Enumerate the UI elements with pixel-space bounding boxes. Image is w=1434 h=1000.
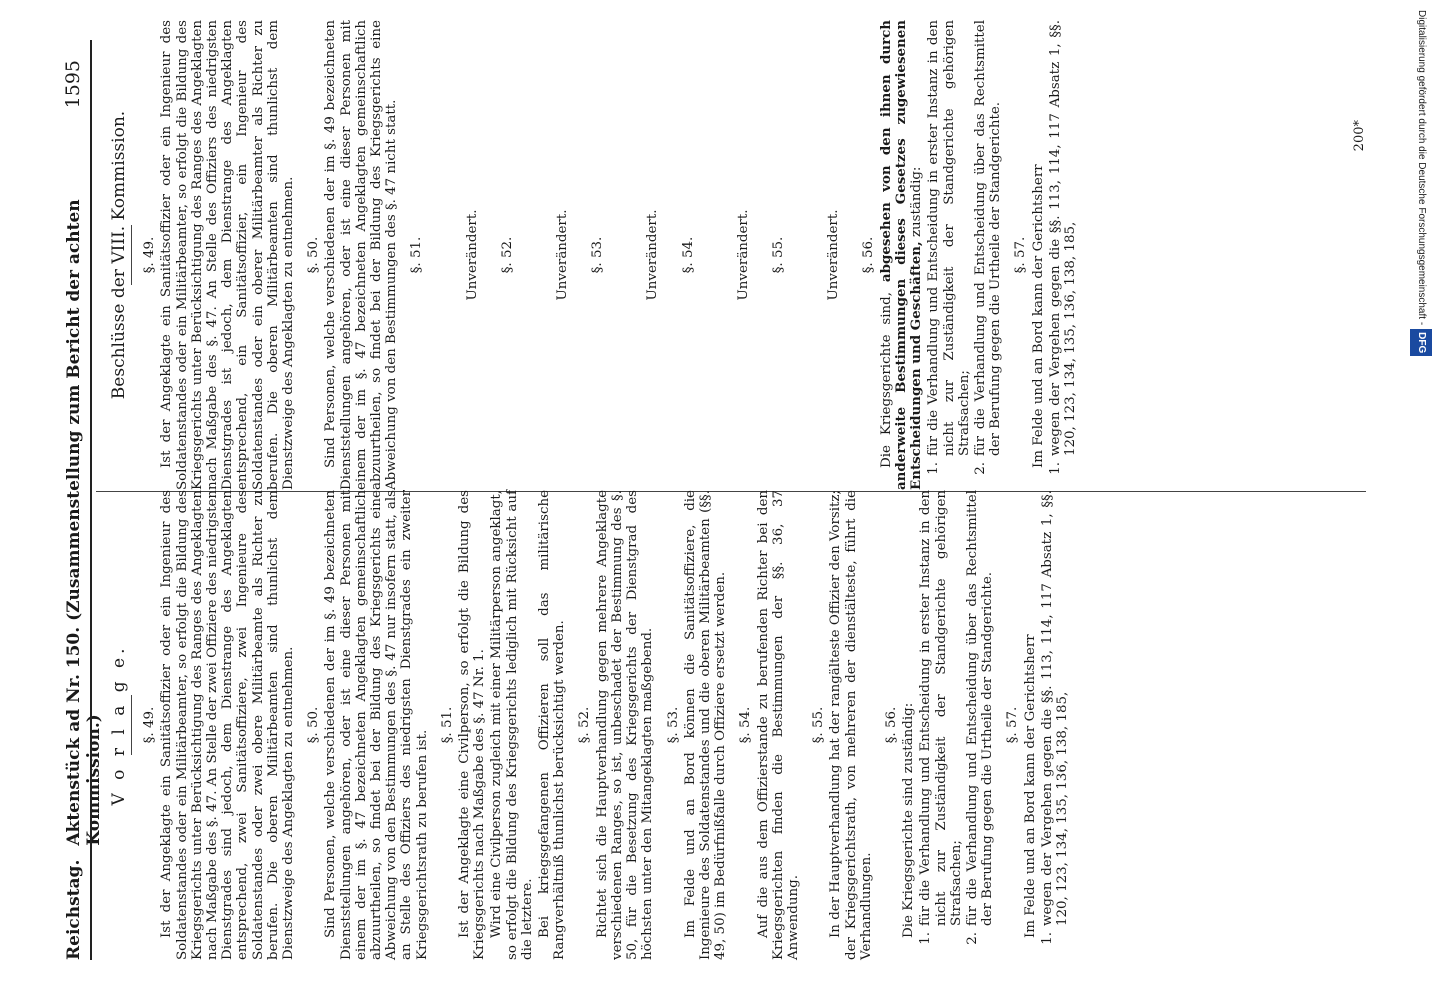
section-title: §. 50. [306,236,322,274]
page-number: 1595 [62,60,84,109]
section-title: §. 52. [499,236,515,274]
column-heading-beschluesse: Beschlüsse der VIII. Kommission. [109,110,129,400]
unchanged-note: Unverändert. [826,209,842,301]
section-text: Im Felde und an Bord kann der Gerichtsherr [1030,164,1046,468]
section-title: §. 54. [680,236,696,274]
unchanged-note: Unverändert. [464,209,480,301]
section-title: §. 54. [738,706,754,744]
section-title: §. 57. [1013,236,1029,274]
list-item: 1. wegen der Vergehen gegen die §§. 113, 114, 117 Absatz 1, §§. 120, 123, 134, 135, 136, 138, 185, [1047,20,1078,475]
section-text: Ist der Angeklagte eine Civilperson, so erfolgt die Bildung des Kriegsgerichts nach Maßgabe des §. 47 Nr. 1. [457,490,488,960]
dfg-logo: DFG [1410,329,1432,356]
section-title: §. 51. [409,236,425,274]
header-left: Reichstag. [64,859,84,960]
section-text: Richtet sich die Hauptverhandlung gegen mehrere Angeklagte verschiedenen Ranges, so ist, unbeschadet der Bestimmung des §. 50, für die Besetzung des Kriegsgerichts der Dienstgrad des höchsten unter den Mitangeklagten maßgebend. [594,490,656,960]
header-rule [90,40,92,960]
section-text: Sind Personen, welche verschiedenen der im §. 49 bezeichneten Dienststellungen angehören, oder ist eine dieser Personen mit einem der im §. 47 bezeichneten Angeklagten gemeinschaftlich abzuurtheilen, so findet bei der Bildung des Kriegsgerichts eine Abweichung von den Bestimmungen des §. 47 nur insofern statt, als an Stelle des Offiziers des niedrigsten Dienstgrades ein zweiter Kriegsgerichtsrath zu berufen ist. [323,490,430,960]
column-beschluesse [100,20,1079,490]
section-title: §. 50. [306,706,322,744]
section-title: §. 53. [665,706,681,744]
column-heading-vorlage: V o r l a g e. [109,644,129,806]
section-title: §. 56. [861,236,877,274]
list-item: 2. für die Verhandlung und Entscheidung über das Rechtsmittel der Berufung gegen die Urtheile der Standgerichte. [972,20,1004,475]
section-text: Bei kriegsgefangenen Offizieren soll das militärische Rangverhältniß thunlichst berücksichtigt werden. [537,490,568,960]
section-text: Ist der Angeklagte ein Sanitätsoffizier oder ein Ingenieur des Soldatenstandes oder ein Militärbeamter, so erfolgt die Bildung des Kriegsgerichts unter Berücksichtigung des Ranges des Angeklagten nach Maßgabe des §. 47. An Stelle der zwei Offiziere des niedrigsten Dienstgrades sind jedoch, dem Dienstrange des Angeklagten entsprechend, zwei Sanitätsoffiziere, zwei Ingenieure des Soldatenstandes oder zwei obere Militärbeamte als Richter zu berufen. Die oberen Militärbeamten sind thunlichst dem Dienstzweige des Angeklagten zu entnehmen. [159,490,297,960]
section-title: §. 57. [1005,706,1021,744]
section-title: §. 52. [577,706,593,744]
list-item: 1. für die Verhandlung und Entscheidung in erster Instanz in den nicht zur Zuständigkeit der Standgerichte gehörigen Strafsachen; [926,20,972,475]
section-text: Sind Personen, welche verschiedenen der im §. 49 bezeichneten Dienststellungen angehören, oder ist eine dieser Personen mit einem der im §. 47 bezeichneten Angeklagten gemeinschaftlich abzuurtheilen, so findet bei der Bildung des Kriegsgerichts eine Abweichung von den Bestimmungen des §. 47 nicht statt. [323,20,400,490]
unchanged-note: Unverändert. [645,209,661,301]
section-title: §. 56. [883,706,899,744]
header-title: Aktenstück ad Nr. 150. (Zusammenstellung zum Bericht der achten Kommission.) [64,199,104,846]
list-item: 2. für die Verhandlung und Entscheidung über das Rechtsmittel der Berufung gegen die Urtheile der Standgerichte. [964,490,996,945]
section-text: Wird eine Civilperson zugleich mit einer Militärperson angeklagt, so erfolgt die Bildung des Kriegsgerichts lediglich mit Rücksicht auf die letztere. [489,490,535,960]
heading-rule [131,695,132,755]
unchanged-note: Unverändert. [555,209,571,301]
section-text: Ist der Angeklagte ein Sanitätsoffizier oder ein Ingenieur des Soldatenstandes oder ein Militärbeamter, so erfolgt die Bildung des Kriegsgerichts unter Berücksichtigung des Ranges des Angeklagten nach Maßgabe des §. 47. An Stelle des Offiziers des niedrigsten Dienstgrades ist jedoch, dem Dienstrange des Angeklagten entsprechend, ein Sanitätsoffizier, ein Ingenieur des Soldatenstandes oder ein oberer Militärbeamter als Richter zu berufen. Die oberen Militärbeamten sind thunlichst dem Dienstzweige des Angeklagten zu entnehmen. [159,20,297,490]
section-title: §. 55. [771,236,787,274]
section-text: Die Kriegsgerichte sind, abgesehen von den ihnen durch anderweite Bestimmungen dieses Gesetzes zugewiesenen Entscheidungen und Geschäften, zuständig: [877,19,925,490]
section-title: §. 53. [590,236,606,274]
section-text: Im Felde und an Bord können die Sanitätsoffiziere, die Ingenieure des Soldatenstandes und die oberen Militärbeamten (§§. 49, 50) im Bedürfnißfalle durch Offiziere ersetzt werden. [682,490,729,960]
column-vorlage [100,490,1071,960]
list-item: 1. für die Verhandlung und Entscheidung in erster Instanz in den nicht zur Zuständigkeit der Standgerichte gehörigen Strafsachen; [918,490,964,945]
section-title: §. 55. [811,706,827,744]
section-text: In der Hauptverhandlung hat der rangälteste Offizier den Vorsitz; der Kriegsgerichtsrath, von mehreren der dienstälteste, führt die Verhandlungen. [828,490,874,960]
running-header [62,60,104,960]
list-item: 1. wegen der Vergehen gegen die §§. 113, 114, 117 Absatz 1, §§. 120, 123, 134, 135, 136, 138, 185, [1039,490,1070,945]
signature-mark: 200* [1352,120,1367,152]
unchanged-note: Unverändert. [735,209,751,301]
credit-text: Digitalisierung gefördert durch die Deutsche Forschungsgemeinschaft - [1416,10,1427,326]
digitization-credit [1410,10,1434,990]
heading-rule [131,225,132,285]
section-text: Im Felde und an Bord kann der Gerichtsherr [1022,634,1038,938]
section-text: Die Kriegsgerichte sind zuständig: [901,702,917,938]
section-title: §. 49. [142,706,158,744]
amendment-bold: abgesehen von den ihnen durch anderweite Bestimmungen dieses Gesetzes zugewiesenen Entscheidungen und Geschäften, [877,19,925,490]
section-text: Auf die aus dem Offizierstande zu berufenden Richter bei den Kriegsgerichten finden die Bestimmungen der §§. 36, 37 Anwendung. [755,490,801,960]
section-title: §. 49. [142,236,158,274]
section-title: §. 51. [439,706,455,744]
